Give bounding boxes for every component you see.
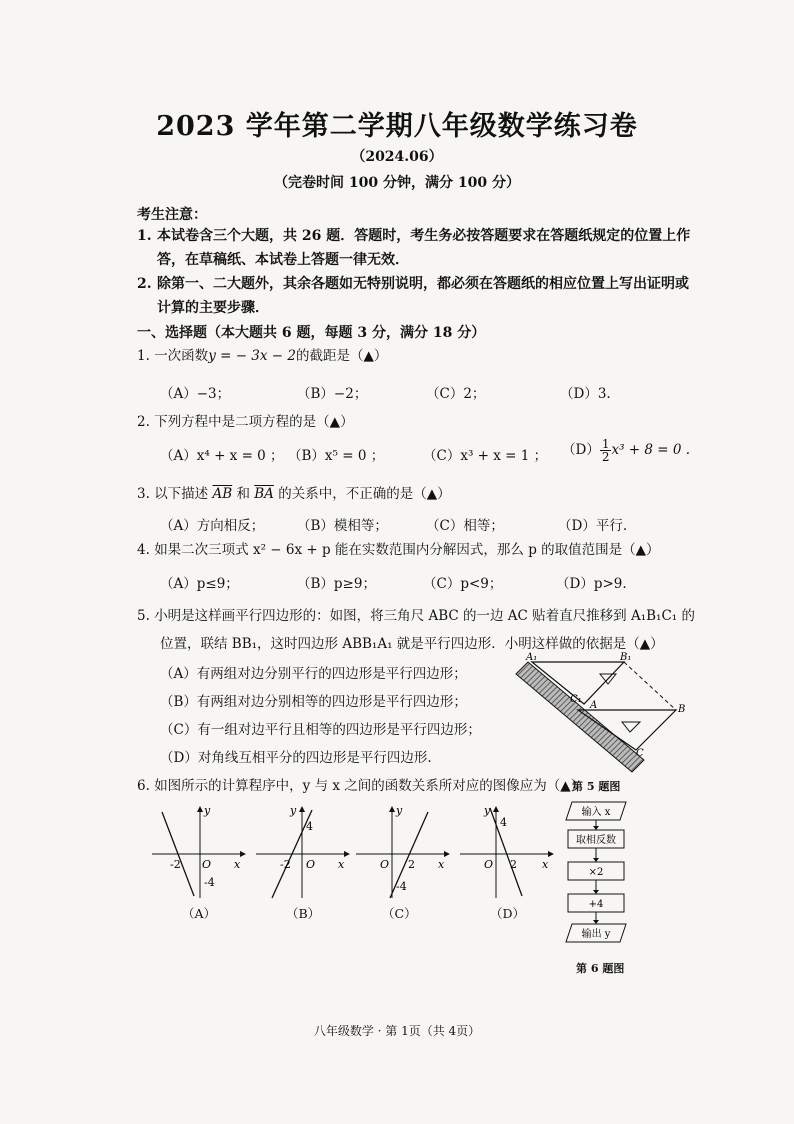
q1-option-a: （A）−3； [160, 386, 231, 402]
notes-heading: 考生注意： [137, 207, 207, 223]
inner-triangle-2 [622, 722, 640, 732]
q4-option-c: （C）p<9； [423, 576, 503, 592]
graph-c [352, 806, 452, 898]
flow-arrowhead [593, 920, 599, 924]
math-expression: x³ + 8 = 0 . [611, 442, 691, 458]
graph-a-label: （A） [182, 906, 217, 921]
y-intercept-label: -4 [396, 880, 407, 893]
origin-label: O [380, 858, 390, 871]
flow-multiply-label: ×2 [588, 867, 604, 878]
x-axis-arrow [444, 851, 450, 857]
x-intercept-label: -2 [280, 858, 291, 871]
math-expression: y = − 3x − 2 [208, 348, 296, 364]
q5-option-a: （A）有两组对边分别平行的四边形是平行四边形； [160, 666, 467, 682]
origin-label: O [202, 858, 212, 871]
y-axis-arrow [299, 806, 305, 812]
q6-figure-caption: 第 6 题图 [576, 962, 625, 975]
y-axis-arrow [389, 806, 395, 812]
page-footer: 八年级数学 · 第 1页（共 4页） [313, 1024, 481, 1038]
section-title: 一、选择题（本大题共 6 题，每题 3 分，满分 18 分） [137, 325, 486, 341]
flow-output-label: 输出 y [581, 929, 611, 940]
q2-option-b: （B）x⁵ = 0 ； [288, 448, 385, 464]
graph-d [456, 806, 556, 898]
label-a1: A₁ [526, 652, 538, 663]
label-a: A [590, 700, 598, 711]
y-label: y [484, 804, 491, 817]
x-axis-arrow [344, 851, 350, 857]
q1-option-d: （D）3. [560, 386, 611, 402]
q3-option-c: （C）相等； [426, 518, 504, 534]
x-intercept-label: 2 [408, 858, 415, 871]
label-c: C [636, 748, 644, 759]
q5-option-c: （C）有一组对边平行且相等的四边形是平行四边形； [160, 722, 481, 738]
segment-bb1 [624, 662, 676, 710]
question-4 [137, 540, 660, 560]
note-number: 2. [137, 276, 152, 292]
question-number: 2. [137, 414, 150, 430]
y-intercept-label: 4 [500, 816, 507, 829]
question-number: 1. [137, 348, 150, 364]
question-6 [137, 776, 584, 796]
q5-option-d: （D）对角线互相平分的四边形是平行四边形. [160, 750, 432, 766]
question-text: 的截距是（▲） [296, 348, 388, 364]
question-1 [137, 346, 387, 366]
denominator: 2 [601, 450, 610, 464]
q4-option-d: （D）p>9. [556, 576, 627, 592]
origin-label: O [306, 858, 316, 871]
x-label: x [234, 858, 241, 871]
numerator: 1 [601, 437, 610, 451]
label-c1: C₁ [570, 694, 582, 705]
question-number: 6. [137, 778, 150, 794]
flow-arrowhead [593, 826, 599, 830]
question-text: 如果二次三项式 x² − 6x + p 能在实数范围内分解因式，那么 p 的取值范围是（▲） [154, 542, 660, 558]
vector-ab: $\overline{AB}$ [212, 486, 233, 502]
exam-title: 2023 学年第二学期八年级数学练习卷 [156, 111, 638, 142]
fraction [600, 438, 612, 463]
label-b: B [678, 704, 686, 715]
x-label: x [338, 858, 345, 871]
graph-c-label: （C） [382, 906, 417, 921]
question-3 [137, 484, 451, 504]
question-text: 下列方程中是二项方程的是（▲） [154, 414, 354, 430]
y-intercept-label: -4 [204, 876, 215, 889]
exam-time-info: （完卷时间 100 分钟，满分 100 分） [274, 175, 520, 191]
q1-option-b: （B）−2； [297, 386, 368, 402]
question-number: 4. [137, 542, 150, 558]
y-axis-arrow [493, 806, 499, 812]
x-label: x [438, 858, 445, 871]
ruler-shape [516, 662, 644, 772]
question-text: 的关系中，不正确的是（▲） [278, 486, 451, 502]
graph-b-label: （B） [286, 906, 321, 921]
x-intercept-label: 2 [510, 858, 517, 871]
question-text: 如图所示的计算程序中，y 与 x 之间的函数关系所对应的图像应为（▲） [154, 778, 585, 794]
question-text: 一次函数 [154, 348, 209, 364]
q5-option-b: （B）有两组对边分别相等的四边形是平行四边形； [160, 694, 467, 710]
q2-option-d [562, 438, 690, 463]
flow-input-label: 输入 x [581, 807, 611, 818]
question-5 [137, 606, 695, 626]
question-text: 以下描述 [154, 486, 209, 502]
note-text: 除第一、二大题外，其余各题如无特别说明，都必须在答题纸的相应位置上写出证明或计算的主要步骤． [157, 276, 689, 316]
q4-option-a: （A）p≤9； [160, 576, 239, 592]
flow-add-label: +4 [588, 899, 604, 910]
origin-label: O [484, 858, 494, 871]
question-number: 5. [137, 608, 150, 624]
label-b1: B₁ [620, 652, 632, 663]
x-axis-arrow [240, 851, 246, 857]
graph-b [252, 806, 352, 898]
exam-date: （2024.06） [351, 149, 443, 165]
q3-option-a: （A）方向相反； [160, 518, 265, 534]
q2-option-c: （C）x³ + x = 1 ； [423, 448, 548, 464]
option-prefix: （D） [562, 442, 600, 458]
flow-arrowhead [593, 890, 599, 894]
x-axis-arrow [548, 851, 554, 857]
question-number: 3. [137, 486, 150, 502]
y-label: y [204, 804, 211, 817]
question-text: 和 [236, 486, 250, 502]
question-text: 小明是这样画平行四边形的：如图，将三角尺 ABC 的一边 AC 贴着直尺推移到 A₁B₁C₁ 的 [154, 608, 695, 624]
question-2 [137, 412, 354, 432]
note-number: 1. [137, 228, 152, 244]
q2-option-a: （A）x⁴ + x = 0 ； [160, 448, 284, 464]
q1-option-c: （C）2； [426, 386, 486, 402]
graph-d-label: （D） [490, 906, 526, 921]
q5-figure-caption: 第 5 题图 [572, 780, 621, 793]
y-axis-arrow [197, 806, 203, 812]
question-5-line-2: 位置，联结 BB₁，这时四边形 ABB₁A₁ 就是平行四边形．小明这样做的依据是（▲） [160, 636, 664, 652]
x-intercept-label: -2 [170, 858, 181, 871]
q3-option-b: （B）模相等； [297, 518, 388, 534]
y-intercept-label: 4 [306, 820, 313, 833]
y-label: y [290, 804, 297, 817]
q4-option-b: （B）p≥9； [297, 576, 376, 592]
vector-ba: $\overline{BA}$ [254, 486, 274, 502]
graph-a [148, 806, 248, 898]
flow-negate-label: 取相反数 [576, 835, 616, 846]
q5-figure [512, 652, 692, 772]
y-label: y [396, 804, 403, 817]
q6-flowchart [560, 798, 640, 948]
note-text: 本试卷含三个大题，共 26 题．答题时，考生务必按答题要求在答题纸规定的位置上作答，在草稿纸、本试卷上答题一律无效． [157, 228, 691, 268]
note-1 [137, 224, 697, 272]
q3-option-d: （D）平行. [558, 518, 628, 534]
x-label: x [542, 858, 549, 871]
flow-arrowhead [593, 858, 599, 862]
note-2 [137, 272, 697, 320]
